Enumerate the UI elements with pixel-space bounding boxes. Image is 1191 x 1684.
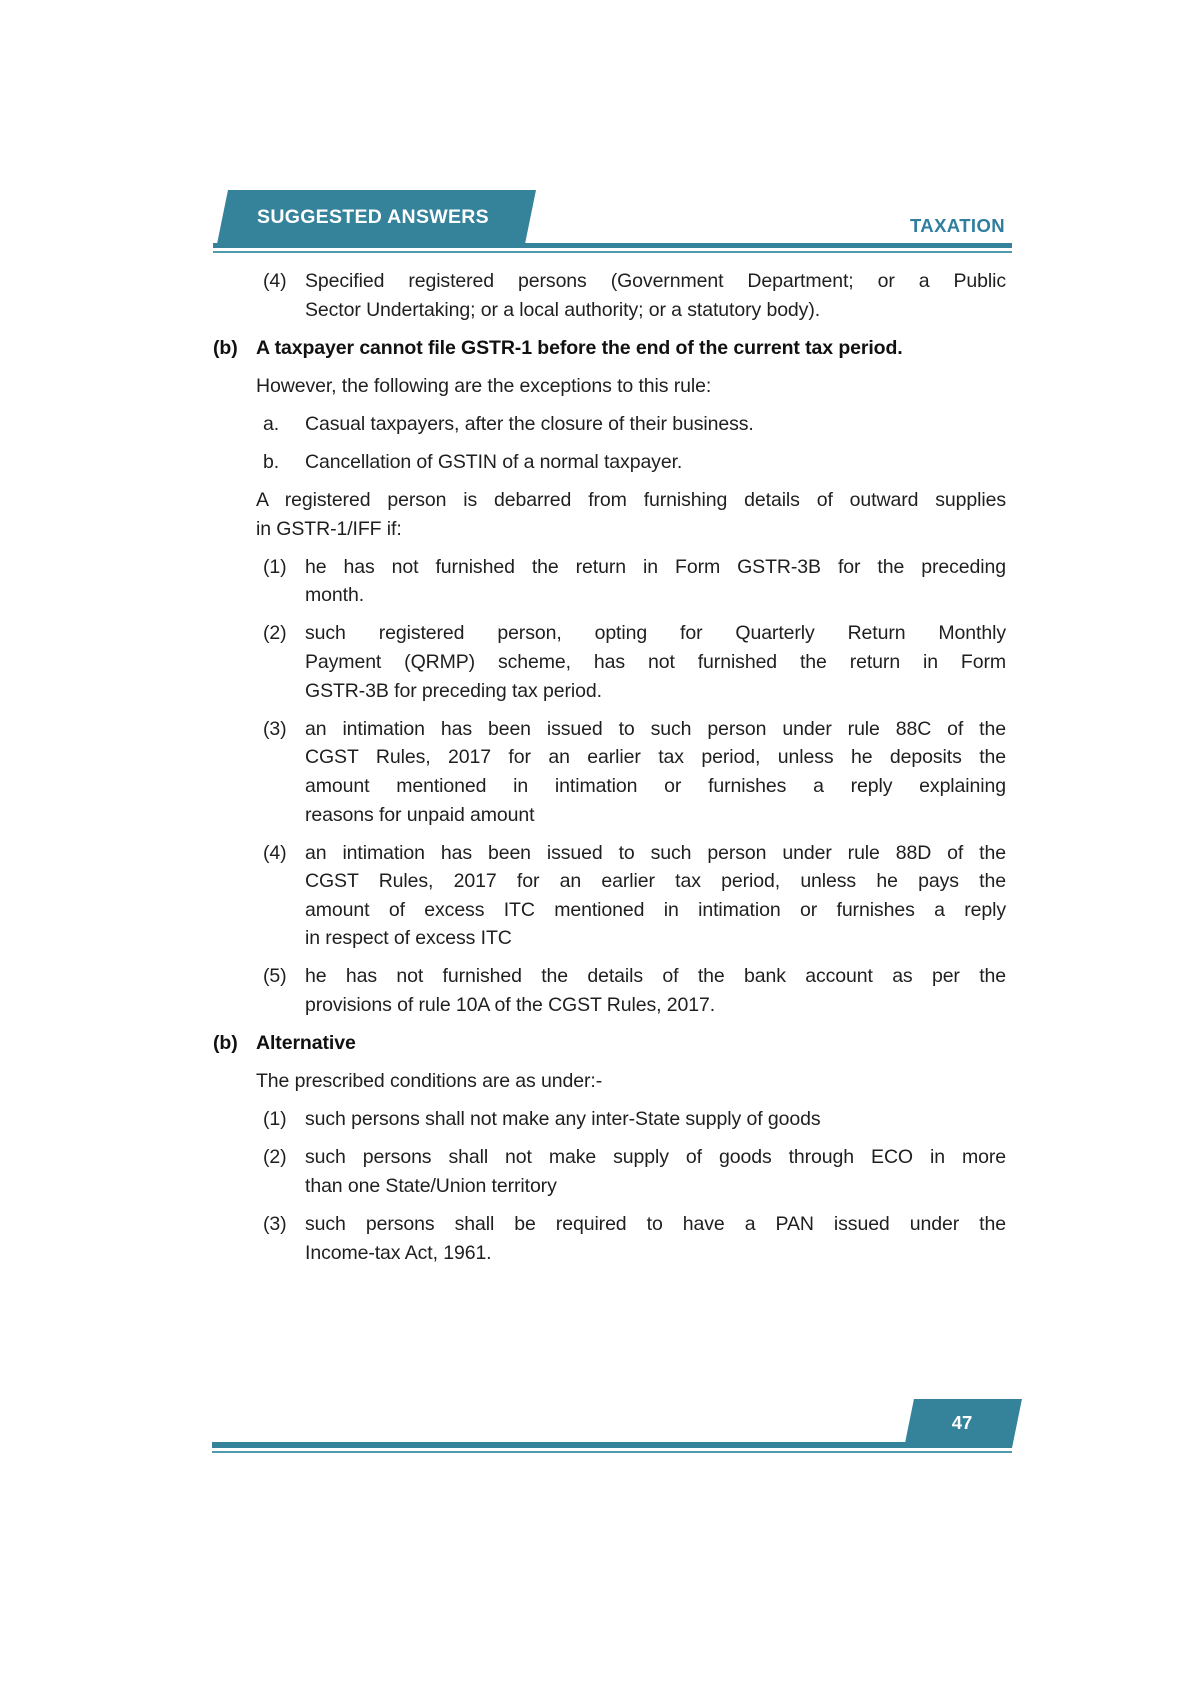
- item-marker: (3): [263, 1213, 287, 1236]
- header-banner-label: SUGGESTED ANSWERS: [257, 205, 489, 228]
- text-line: month.: [305, 584, 365, 607]
- text-line: an intimation has been issued to such person under rule 88D of the: [305, 841, 1006, 864]
- list-item: [263, 448, 1006, 477]
- footer-bar: [212, 1442, 1012, 1448]
- subject-title: TAXATION: [909, 215, 1005, 236]
- text-lines: [305, 267, 1006, 324]
- text-line: GSTR-3B for preceding tax period.: [305, 679, 602, 702]
- text-line: A registered person is debarred from furnishing details of outward supplies: [256, 489, 1006, 512]
- section-heading: [213, 1029, 1006, 1058]
- text-lines: [256, 334, 1006, 363]
- text-line: Casual taxpayers, after the closure of their business.: [305, 412, 754, 435]
- item-marker: (b): [213, 1032, 238, 1055]
- paragraph: [256, 372, 1006, 401]
- text-line: than one State/Union territory: [305, 1175, 557, 1198]
- text-line: Income-tax Act, 1961.: [305, 1241, 492, 1264]
- footer-page-number-wrap: [904, 1399, 1020, 1446]
- text-line: such persons shall be required to have a PAN issued under the: [305, 1213, 1006, 1236]
- header-rule-thin: [213, 251, 1012, 254]
- text-lines: [305, 448, 1006, 477]
- section-heading: [213, 334, 1006, 363]
- item-marker: (b): [213, 336, 238, 359]
- text-line: in respect of excess ITC: [305, 927, 512, 950]
- item-marker: (2): [263, 1146, 287, 1169]
- item-marker: b.: [263, 450, 280, 473]
- text-lines: [305, 1105, 1006, 1134]
- text-lines: [305, 839, 1006, 953]
- text-line: he has not furnished the details of the bank account as per the: [305, 965, 1006, 988]
- item-marker: (1): [263, 1108, 287, 1131]
- item-marker: (5): [263, 965, 287, 988]
- text-lines: [305, 553, 1006, 610]
- list-item: [263, 1105, 1006, 1134]
- list-item: [263, 1210, 1006, 1267]
- text-lines: [256, 486, 1006, 543]
- list-item: [263, 619, 1006, 705]
- paragraph: [256, 486, 1006, 543]
- text-line: reasons for unpaid amount: [305, 803, 535, 826]
- item-marker: a.: [263, 412, 280, 435]
- text-line: Cancellation of GSTIN of a normal taxpayer.: [305, 450, 683, 473]
- item-marker: (1): [263, 555, 287, 578]
- text-line: A taxpayer cannot file GSTR-1 before the end of the current tax period.: [256, 336, 903, 359]
- item-marker: (4): [263, 270, 287, 292]
- text-line: such persons shall not make supply of goods through ECO in more: [305, 1146, 1006, 1169]
- list-item: [263, 715, 1006, 829]
- text-line: CGST Rules, 2017 for an earlier tax period, unless he deposits the: [305, 746, 1006, 769]
- text-line: he has not furnished the return in Form GSTR-3B for the preceding: [305, 555, 1006, 578]
- item-marker: (2): [263, 622, 287, 645]
- item-marker: (4): [263, 841, 287, 864]
- text-line: Sector Undertaking; or a local authority; or a statutory body).: [305, 298, 821, 321]
- text-line: such persons shall not make any inter-State supply of goods: [305, 1108, 821, 1131]
- text-lines: [305, 1210, 1006, 1267]
- text-lines: [256, 1029, 1006, 1058]
- text-lines: [305, 962, 1006, 1019]
- text-line: an intimation has been issued to such person under rule 88C of the: [305, 717, 1006, 740]
- text-line: provisions of rule 10A of the CGST Rules, 2017.: [305, 994, 716, 1017]
- list-item: [263, 410, 1006, 439]
- text-line: amount mentioned in intimation or furnishes a reply explaining: [305, 774, 1006, 797]
- text-lines: [305, 410, 1006, 439]
- list-item: [263, 1143, 1006, 1200]
- text-line: The prescribed conditions are as under:-: [256, 1070, 603, 1093]
- text-lines: [256, 372, 1006, 401]
- list-item: [263, 267, 1006, 324]
- text-line: However, the following are the exceptions to this rule:: [256, 374, 712, 397]
- text-lines: [305, 619, 1006, 705]
- text-line: Specified registered persons (Government Department; or a Public: [305, 270, 1006, 292]
- text-line: amount of excess ITC mentioned in intimation or furnishes a reply: [305, 898, 1006, 921]
- text-lines: [256, 1067, 1006, 1096]
- document-body: [213, 267, 1006, 1277]
- list-item: [263, 962, 1006, 1019]
- header-rule-thick: [213, 243, 1012, 248]
- text-lines: [305, 1143, 1006, 1200]
- text-line: CGST Rules, 2017 for an earlier tax period, unless he pays the: [305, 870, 1006, 893]
- text-line: Alternative: [256, 1032, 356, 1055]
- paragraph: [256, 1067, 1006, 1096]
- header-banner: [217, 190, 529, 244]
- list-item: [263, 553, 1006, 610]
- item-marker: (3): [263, 717, 287, 740]
- text-line: in GSTR-1/IFF if:: [256, 517, 402, 540]
- page-number: 47: [951, 1411, 973, 1433]
- text-lines: [305, 715, 1006, 829]
- footer-rule-thin: [212, 1451, 1012, 1454]
- text-line: Payment (QRMP) scheme, has not furnished the return in Form: [305, 651, 1006, 674]
- list-item: [263, 839, 1006, 953]
- text-line: such registered person, opting for Quarterly Return Monthly: [305, 622, 1006, 645]
